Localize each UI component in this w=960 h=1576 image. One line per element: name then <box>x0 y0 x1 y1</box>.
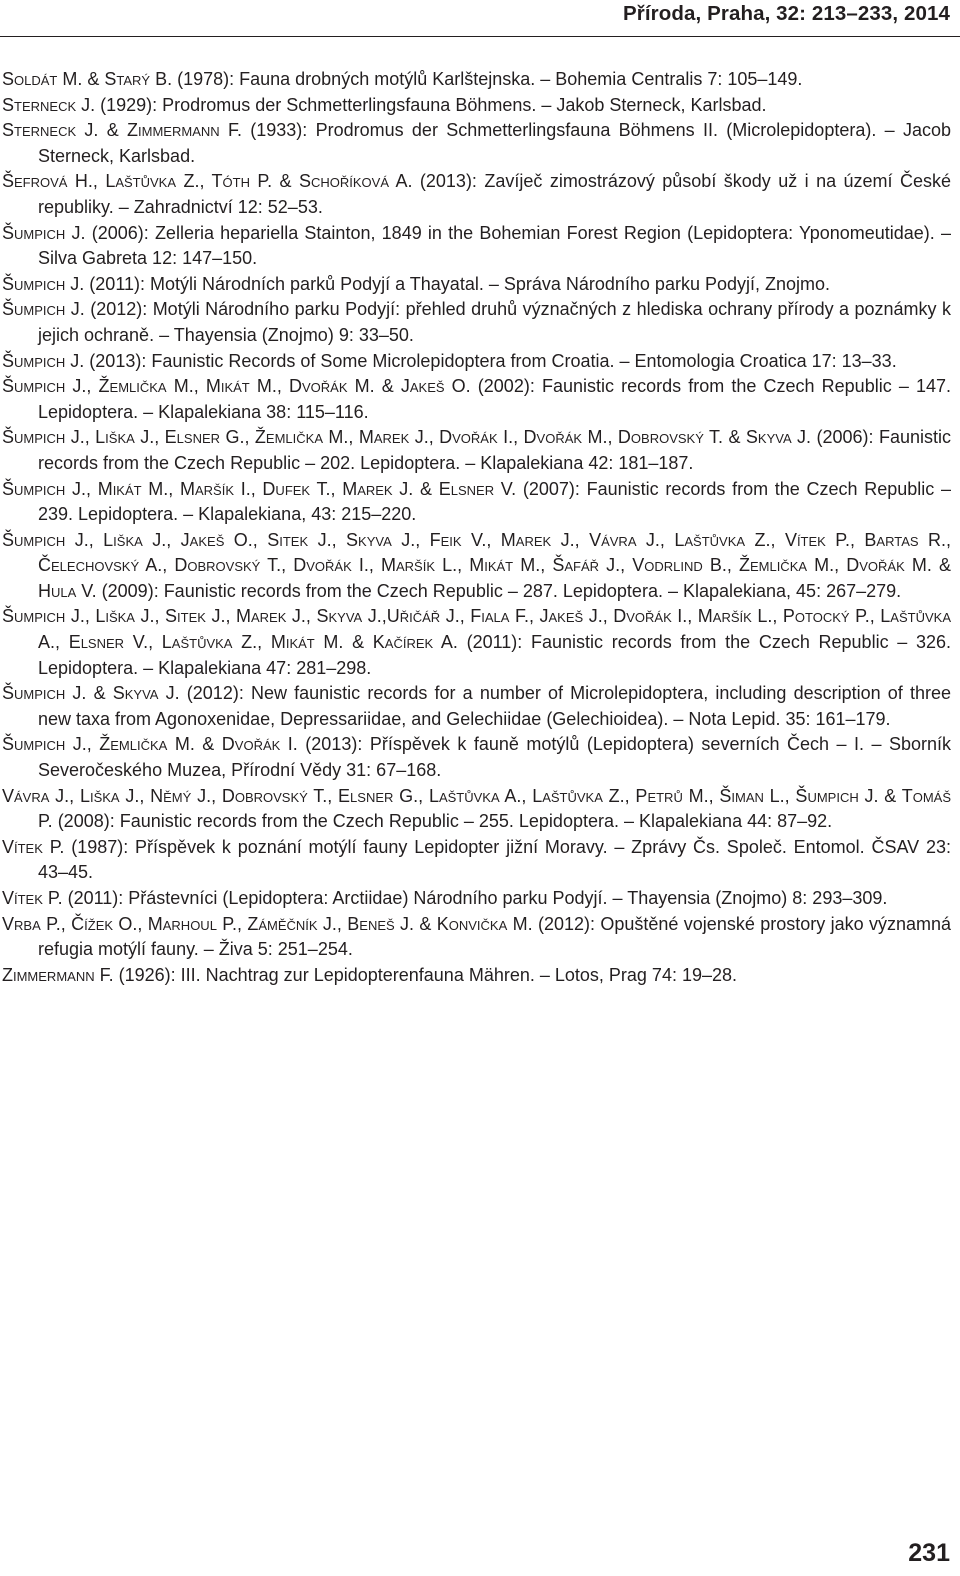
reference-authors: Sterneck J. <box>2 94 96 115</box>
reference-text: (2011): Faunistic records from the Czech Republic – 326. Lepidoptera. – Klapalekiana 47: 281–298. <box>38 632 951 678</box>
reference-authors: Šumpich J. <box>2 299 85 320</box>
reference-entry <box>2 349 951 375</box>
reference-entry <box>2 681 951 732</box>
reference-text: (2011): Přástevníci (Lepidoptera: Arctiidae) Národního parku Podyjí. – Thayensia (Znojmo) 8: 293–309. <box>62 888 888 908</box>
reference-text: (2013): Zavíječ zimostrázový působí škody už i na území České republiky. – Zahradnictví 12: 52–53. <box>38 171 952 217</box>
reference-authors: Vávra J., Liška J., Němý J., Dobrovský T., Elsner G., Laštůvka A., Laštůvka Z., Petrů M., Šiman L., Šumpich J. & Tomáš P. <box>2 785 951 832</box>
reference-text: (1987): Příspěvek k poznání motýlí fauny Lepidopter jižní Moravy. – Zprávy Čs. Společ. Entomol. ČSAV 23: 43–45. <box>38 836 951 883</box>
reference-entry <box>2 297 951 348</box>
reference-text: (2008): Faunistic records from the Czech Republic – 255. Lepidoptera. – Klapalekiana 44: 87–92. <box>52 811 833 832</box>
reference-entry <box>2 732 951 783</box>
reference-text: (2013): Příspěvek k fauně motýlů (Lepidoptera) severních Čech – I. – Sborník Severočeského Muzea, Přírodní Vědy 31: 67–168. <box>38 734 951 781</box>
reference-authors: Soldát M. & Starý B. <box>2 69 173 89</box>
reference-text: (2012): Motýli Národního parku Podyjí: přehled druhů význačných z hlediska ochrany přírody a poznámky k jejich ochraně. – Thayensia (Znojmo) 9: 33–50. <box>38 299 951 345</box>
reference-authors: Šumpich J., Liška J., Elsner G., Žemlička M., Marek J., Dvořák I., Dvořák M., Dobrovský T. & Skyva J. <box>2 427 812 448</box>
reference-text: (2006): Faunistic records from the Czech Republic – 202. Lepidoptera. – Klapalekiana 42: 181–187. <box>38 427 952 473</box>
reference-entry <box>2 528 951 605</box>
reference-authors: Vítek P. <box>2 888 63 908</box>
reference-entry <box>2 477 951 528</box>
reference-text: (1926): III. Nachtrag zur Lepidopterenfauna Mähren. – Lotos, Prag 74: 19–28. <box>113 964 738 985</box>
reference-text: (2013): Faunistic Records of Some Microlepidoptera from Croatia. – Entomologia Croatica 17: 13–33. <box>84 350 897 371</box>
reference-authors: Šumpich J. & Skyva J. <box>2 683 180 704</box>
reference-authors: Šumpich J., Liška J., Sitek J., Marek J., Skyva J.,Uřičář J., Fiala F., Jakeš J., Dvořák I., Maršík L., Potocký P., Laštůvka A., Elsner V., Laštůvka Z., Mikát M. & Kačírek A. <box>2 606 951 653</box>
running-head: Příroda, Praha, 32: 213–233, 2014 <box>623 2 950 25</box>
reference-authors: Šumpich J. <box>2 350 85 371</box>
reference-authors: Šumpich J., Žemlička M. & Dvořák I. <box>2 734 298 755</box>
reference-entry <box>2 425 951 476</box>
reference-entry <box>2 169 951 220</box>
reference-entry <box>2 604 951 681</box>
reference-entry <box>2 886 951 912</box>
reference-entry <box>2 272 951 298</box>
reference-authors: Šumpich J., Liška J., Jakeš O., Sitek J., Skyva J., Feik V., Marek J., Vávra J., Laštůvka Z., Vítek P., Bartas R., Čelechovský A., Dobrovský T., Dvořák I., Maršík L., Mikát M., Šafář J., Vodrlind B., Žemlička M., Dvořák M. & Hula V. <box>2 529 951 601</box>
reference-authors: Sterneck J. & Zimmermann F. <box>2 120 242 141</box>
reference-entry <box>2 835 951 886</box>
reference-entry <box>2 118 951 169</box>
reference-authors: Šumpich J., Mikát M., Maršík I., Dufek T., Marek J. & Elsner V. <box>2 478 517 499</box>
reference-text: (1933): Prodromus der Schmetterlingsfauna Böhmens II. (Microlepidoptera). – Jacob Sterneck, Karlsbad. <box>38 120 951 166</box>
reference-text: (2007): Faunistic records from the Czech Republic – 239. Lepidoptera. – Klapalekiana, 43: 215–220. <box>38 478 951 525</box>
reference-authors: Šumpich J. <box>2 222 86 243</box>
reference-list <box>2 67 951 988</box>
reference-authors: Vítek P. <box>2 836 65 857</box>
reference-entry <box>2 221 951 272</box>
header-rule <box>0 36 960 37</box>
reference-authors: Vrba P., Čížek O., Marhoul P., Záměčník J., Beneš J. & Konvička M. <box>2 913 533 934</box>
reference-entry <box>2 963 951 989</box>
reference-entry <box>2 374 951 425</box>
reference-authors: Šumpich J., Žemlička M., Mikát M., Dvořák M. & Jakeš O. <box>2 376 471 397</box>
reference-text: (1929): Prodromus der Schmetterlingsfauna Böhmens. – Jakob Sterneck, Karlsbad. <box>95 94 767 115</box>
reference-text: (1978): Fauna drobných motýlů Karlštejnska. – Bohemia Centralis 7: 105–149. <box>172 69 803 89</box>
reference-text: (2012): New faunistic records for a number of Microlepidoptera, including description of three new taxa from Agonoxenidae, Depressariidae, and Gelechiidae (Gelechioidea). – Nota Lepid. 35: 161–179. <box>38 683 951 729</box>
reference-entry <box>2 67 951 93</box>
reference-entry <box>2 912 951 963</box>
reference-authors: Zimmermann F. <box>2 964 114 985</box>
reference-text: (2006): Zelleria hepariella Stainton, 1849 in the Bohemian Forest Region (Lepidoptera: Yponomeutidae). – Silva Gabreta 12: 147–150. <box>38 222 951 269</box>
reference-text: (2011): Motýli Národních parků Podyjí a Thayatal. – Správa Národního parku Podyjí, Znojmo. <box>84 273 831 294</box>
reference-text: (2002): Faunistic records from the Czech Republic – 147. Lepidoptera. – Klapalekiana 38: 115–116. <box>38 376 951 422</box>
reference-text: (2012): Opuštěné vojenské prostory jako významná refugia motýlí fauny. – Živa 5: 251–254. <box>38 913 951 960</box>
reference-entry <box>2 93 951 119</box>
reference-text: (2009): Faunistic records from the Czech Republic – 287. Lepidoptera. – Klapalekiana, 45: 267–279. <box>96 580 902 601</box>
reference-authors: Šumpich J. <box>2 273 85 294</box>
reference-authors: Šefrová H., Laštůvka Z., Tóth P. & Schoříková A. <box>2 171 413 192</box>
page-number: 231 <box>908 1539 950 1567</box>
reference-entry <box>2 784 951 835</box>
